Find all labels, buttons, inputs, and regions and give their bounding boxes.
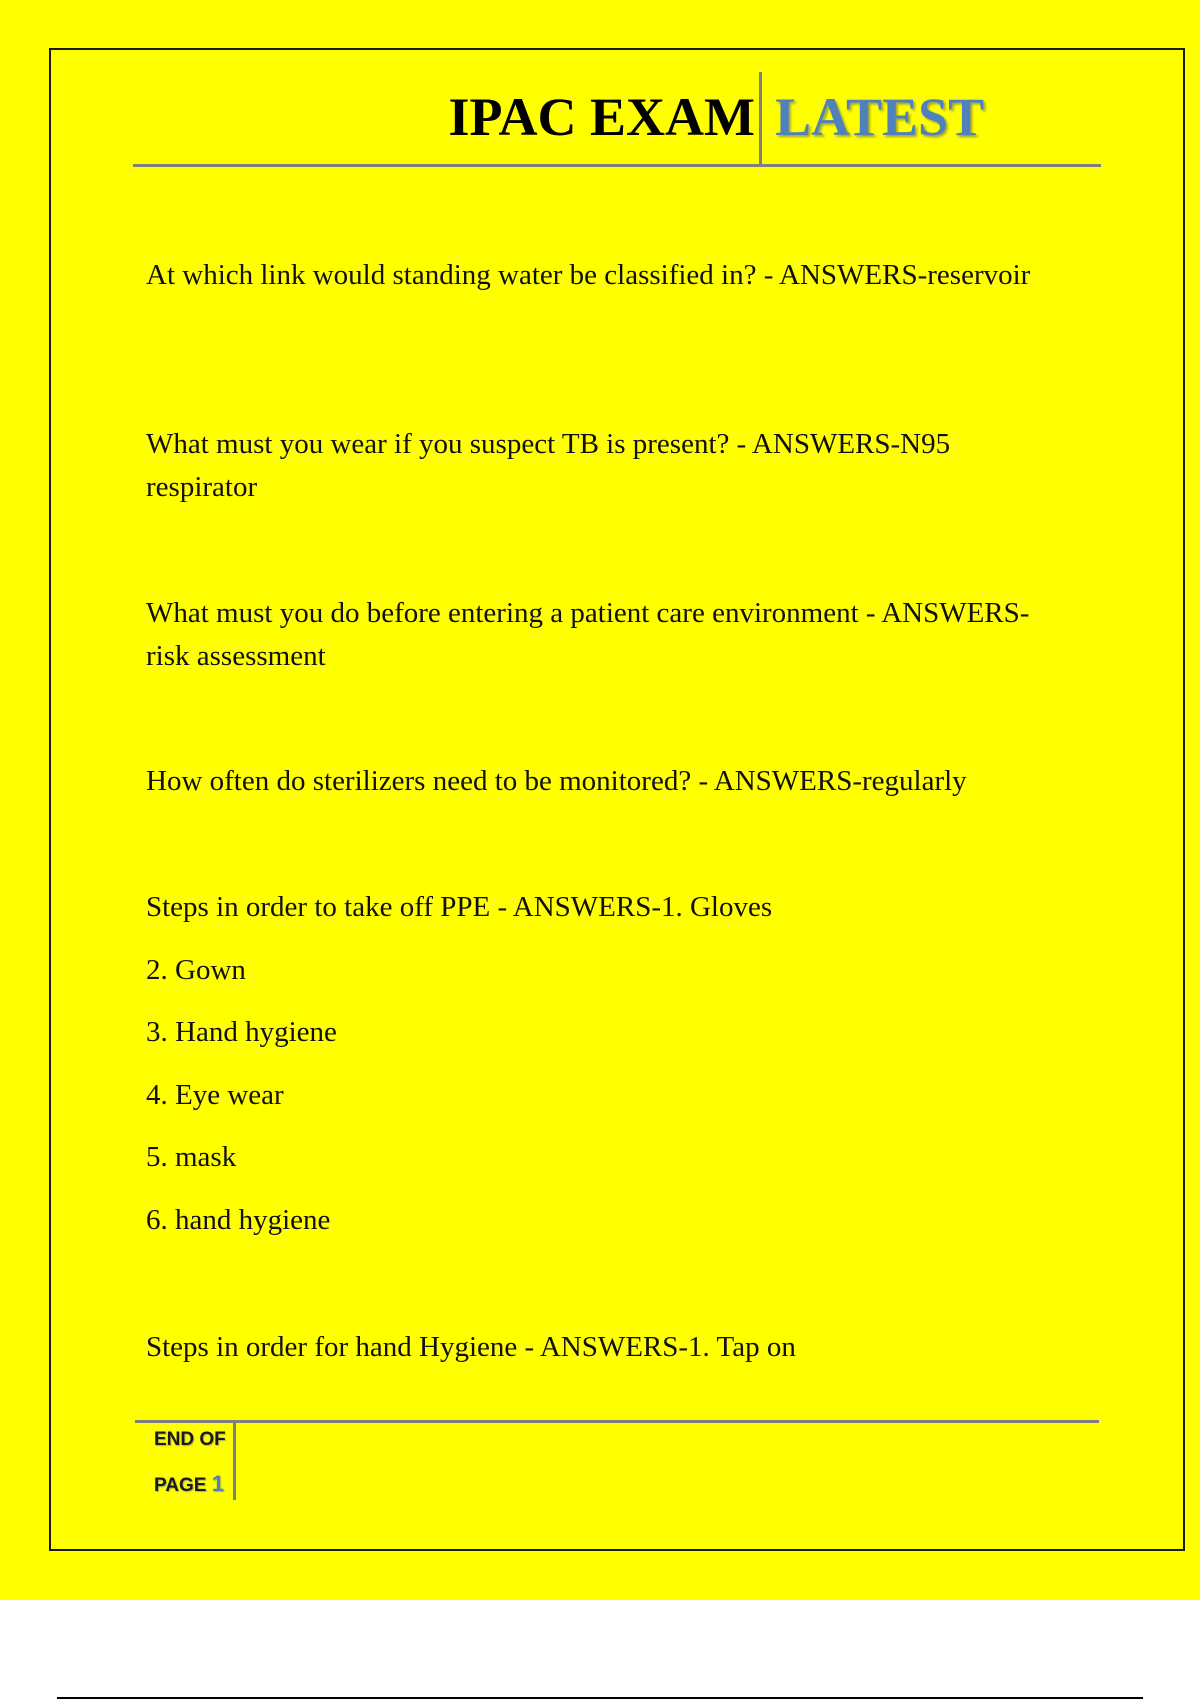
qa-item-tb-respirator: What must you wear if you suspect TB is present? - ANSWERS-N95 respirator xyxy=(146,428,951,503)
qa-item-hand-hygiene: Steps in order for hand Hygiene - ANSWERS-1. Tap on xyxy=(146,1331,796,1363)
qa-item-standing-water: At which link would standing water be classified in? - ANSWERS-reservoir xyxy=(146,259,1031,291)
header-divider xyxy=(759,72,762,164)
page-header xyxy=(133,72,1101,167)
footer-page-box xyxy=(135,1423,236,1500)
ppe-step: 4. Eye wear xyxy=(146,1079,284,1111)
footer-page-label xyxy=(154,1471,224,1497)
qa-item-ppe-removal: Steps in order to take off PPE - ANSWERS-1. Gloves xyxy=(146,891,773,923)
ppe-step: 2. Gown xyxy=(146,954,246,986)
page-footer xyxy=(135,1420,1099,1496)
footer-page-word: PAGE xyxy=(154,1475,207,1496)
header-accent-title: LATEST xyxy=(775,87,985,147)
ppe-step: 3. Hand hygiene xyxy=(146,1016,337,1048)
footer-page-number: 1 xyxy=(211,1471,224,1496)
qa-item-risk-assessment: What must you do before entering a patient care environment - ANSWERS-risk assessment xyxy=(146,597,1030,672)
ppe-step: 5. mask xyxy=(146,1141,237,1173)
qa-item-sterilizers: How often do sterilizers need to be monitored? - ANSWERS-regularly xyxy=(146,765,967,797)
header-title: IPAC EXAM xyxy=(448,87,755,147)
footer-end-of-label: END OF xyxy=(154,1429,226,1450)
bottom-divider xyxy=(57,1697,1143,1699)
ppe-step: 6. hand hygiene xyxy=(146,1204,331,1236)
